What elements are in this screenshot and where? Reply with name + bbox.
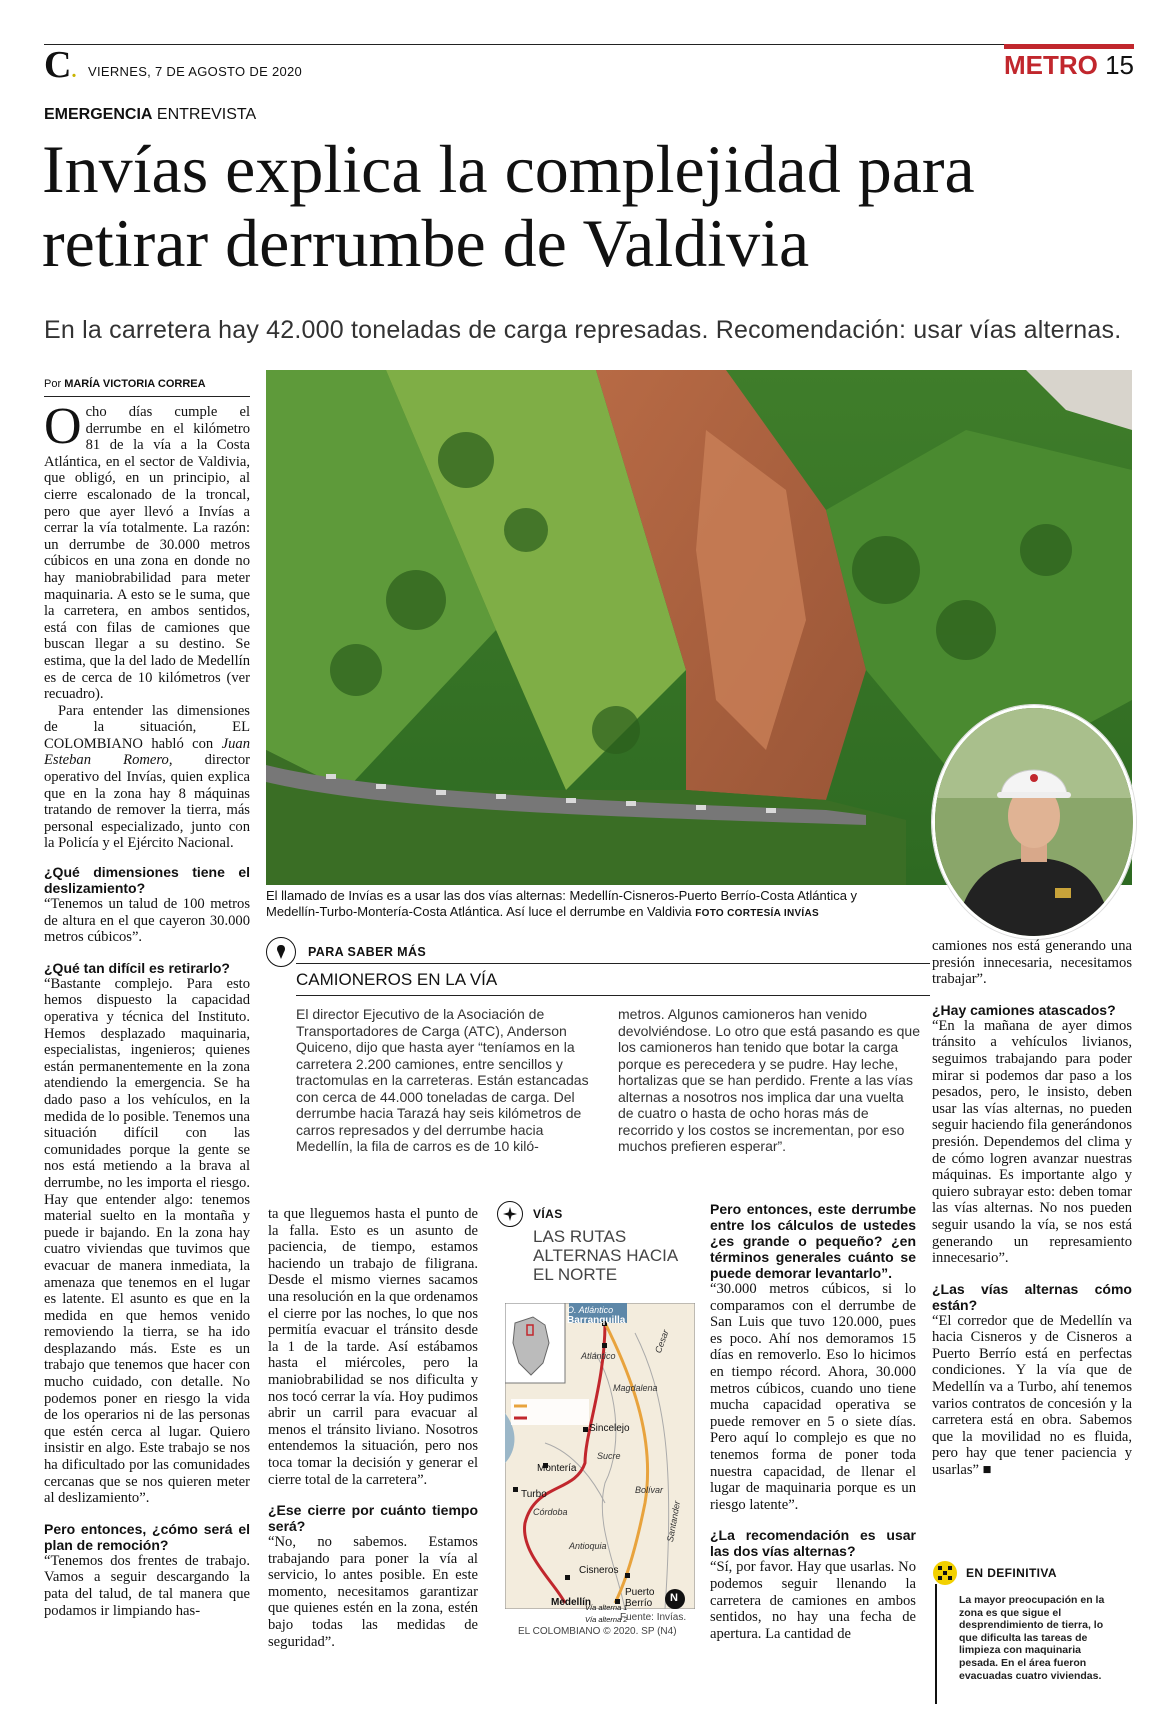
info-box-subtitle: CAMIONEROS EN LA VÍA bbox=[296, 970, 498, 989]
page-number: 15 bbox=[1105, 50, 1134, 80]
interviewee-portrait bbox=[932, 705, 1136, 939]
map-tag: VÍAS bbox=[533, 1207, 563, 1221]
section-label bbox=[1004, 50, 1134, 81]
map-label: Turbo bbox=[521, 1489, 547, 1500]
map-label: Antioquia bbox=[569, 1541, 607, 1551]
answer: “En la mañana de ayer dimos tránsito a vehículos livianos, seguimos trabajando para poder mirar si podemos dar paso a los pesados, pero, le insisto, deben usar las vías alternas, no pueden seguir haciendo fila generándonos presión. Dependemos del clima y de cómo logren avanzar nuestras máquinas. Es importante algo y quiero subrayar esto: deben tomar las vías alternas. No nos pueden seguir usando la vía, se nos está generando un represamiento innecesario”. bbox=[932, 1017, 1132, 1267]
question: Pero entonces, este derrumbe entre los cálculos de ustedes ¿es grande o pequeño? ¿en términos generales cuánto se puede demorar levantarlo”. bbox=[710, 1201, 916, 1281]
map-legend-1: Vía alterna 1 bbox=[585, 1603, 628, 1612]
question: Pero entonces, ¿cómo será el plan de remoción? bbox=[44, 1520, 250, 1553]
issue-date: VIERNES, 7 DE AGOSTO DE 2020 bbox=[88, 64, 303, 79]
map-source: Fuente: Invías. bbox=[620, 1612, 687, 1623]
info-box-icon bbox=[266, 937, 296, 967]
answer: “No, no sabemos. Estamos trabajando para poner la vía al servicio, lo antes posible. En este momento, necesitamos garantizar que quienes estén en la zona, estén bajo todas las medidas de seguridad”. bbox=[268, 1534, 478, 1650]
answer: “Sí, por favor. Hay que usarlas. No podemos seguir llenando la carretera de camiones en ambos sentidos, no hay una fecha de apertura. La cantidad de bbox=[710, 1559, 916, 1642]
question: ¿Qué dimensiones tiene el deslizamiento? bbox=[44, 864, 250, 897]
compass-icon bbox=[497, 1201, 523, 1227]
question: ¿Las vías alternas cómo están? bbox=[932, 1280, 1132, 1313]
kicker: EMERGENCIA ENTREVISTA bbox=[44, 106, 257, 123]
info-box-title: PARA SABER MÁS bbox=[308, 945, 427, 959]
info-box-rule bbox=[296, 963, 930, 964]
headline: Invías explica la complejidad para retirar derrumbe de Valdivia bbox=[42, 131, 975, 281]
article-column-2: ta que lleguemos hasta el punto de la falla. Esto es un asunto de paciencia, de tiempo, estamos haciendo un trabajo de filigrana. Desde el mismo viernes sacamos una resolución en la que ordenamos el cierre por las noches, lo que nos permitía evacuar el tránsito desde la 1 de la tarde. Así estábamos hasta el miércoles, pero la maniobrabilidad se nos dificulta y nos tocó cerrar la vía. Hoy pudimos abrir un carril para evacuar al menos el tránsito liviano. Nosotros entendemos la situación, pero nos toca tomar la decisión y generar el cierre total de la carretera”. ¿Ese cierre por cuánto tiempo será? “No, no sabemos. Estamos trabajando para poner la vía al servicio, lo antes posible. En este momento, necesitamos garantizar que quienes estén en la zona, estén bajo todas las medidas de seguridad”. bbox=[268, 1206, 478, 1650]
info-box-rule-2 bbox=[296, 995, 930, 996]
map-label: Cisneros bbox=[579, 1565, 619, 1576]
byline-rule bbox=[44, 396, 250, 397]
map-label: O. Atlántico bbox=[567, 1305, 614, 1315]
info-box-column-2: metros. Algunos camioneros han venido devolviéndose. Lo otro que está pasando es que los camioneros han tenido que botar la carga porque es perecedera y se pudre. Hay leche, hortalizas que se han perdido. Frente a las vías alternas a nosotros nos implica dar una vuelta de cuatro o hasta de ocho horas más de recorrido y los costos se incrementan, por eso muchos prefieren esperar”. bbox=[618, 1006, 921, 1154]
byline: Por MARÍA VICTORIA CORREA bbox=[44, 378, 206, 390]
definitiva-icon bbox=[932, 1560, 958, 1586]
article-column-4: camiones nos está generando una presión innecesaria, necesitamos trabajar”. ¿Hay camiones atascados? “En la mañana de ayer dimos tránsito a vehículos livianos, seguimos trabajando para poder mirar si podemos dar paso a los pesados, pero, le insisto, deben usar las vías alternas, no pueden seguir haciendo fila generándonos presión. Dependemos del clima y de cómo logren avanzar nuestras máquinas. Es importante algo y quiero subrayar esto: deben tomar las vías alternas. No nos pueden seguir usando la vía, se nos está generando un represamiento innecesario”. ¿Las vías alternas cómo están? “El corredor que de Medellín va hacia Cisneros y de Cisneros a Puerto Berrío está en perfectas condiciones. Y la vía que de Medellín va a Turbo, ahí tenemos varios contratos de concesión y la carretera está en obra. Sabemos que la movilidad no es fluida, pero hay que tener paciencia y usarlas” ■ bbox=[932, 938, 1132, 1479]
pin-icon bbox=[266, 937, 296, 967]
north-icon: N bbox=[670, 1592, 678, 1604]
section-bar bbox=[1004, 44, 1134, 49]
definitiva-text: La mayor preocupación en la zona es que sigue el desprendimiento de tierra, lo que dificulta las tareas de limpieza con maquinaria pesada. En el área fueron evacuadas cuatro viviendas. bbox=[959, 1594, 1105, 1682]
answer: “Bastante complejo. Para esto hemos dispuesto la capacidad operativa y técnica del Instituto. Hemos desplazado maquinaria, especialistas, ingenieros; quienes están permanentemente en la zona atendiendo la emergencia. Se ha dado paso a los vehículos, en la medida de lo posible. Tenemos una situación difícil con las comunidades porque la gente se nos está metiendo a la brava al derrumbe, no les importa el riesgo. Hay que entender algo: tenemos material suelto en la montaña y puede ir bajando. En la zona hay cuatro viviendas que tuvimos que evacuar de manera inmediata, la amenaza que tenemos en el lugar es latente. El asunto es que en la medida en que hemos venido removiendo la tierra, se ha ido desplazando más. Este es un trabajo que tenemos que hacer con mucho cuidado, con detalle. No podemos poner en riesgo la vida de los operarios ni de las personas que estén cerca al lugar. Quiero insistir en algo. Este trabajo se nos ha dificultado por las comunidades cercanas que se nos quieren meter al deslizamiento”. bbox=[44, 975, 250, 1507]
article-column-1: Ocho días cumple el derrumbe en el kilómetro 81 de la vía a la Costa Atlántica, en el sector de Valdivia, que obligó, en un principio, al cierre escalonado de la troncal, pero que ayer llevó a Invías a cerrar la vía totalmente. La razón: un derrumbe de 30.000 metros cúbicos en una zona en donde no hay maniobrabilidad para meter maquinaria. A esto se le suma, que la carretera, en ambos sentidos, está con filas de camiones que buscan llegar a su destino. Se estima, que la del lado de Medellín es de cerca de 10 kilómetros (ver recuadro). Para entender las dimensiones de la situación, EL COLOMBIANO habló con Juan Esteban Romero, director operativo del Invías, quien explica que en la zona hay 8 máquinas tratando de remover la tierra, más personal especializado, junto con la Policía y el Ejército Nacional. ¿Qué dimensiones tiene el deslizamiento? “Tenemos un talud de 100 metros de altura en el que cayeron 30.000 metros cúbicos”. ¿Qué tan difícil es retirarlo? “Bastante complejo. Para esto hemos dispuesto la capacidad operativa y técnica del Instituto. Hemos desplazado maquinaria, especialistas, ingenieros; quienes están permanentemente en la zona atendiendo la emergencia. Se ha dado paso a los vehículos, en la medida de lo posible. Tenemos una situación difícil con las comunidades porque la gente se nos está metiendo a la brava al derrumbe, no les importa el riesgo. Hay que entender algo: tenemos material suelto en la montaña y puede ir bajando. En la zona hay cuatro viviendas que tuvimos que evacuar de manera inmediata, la amenaza que tenemos en el lugar es latente. El asunto es que en la medida en que hemos venido removiendo la tierra, se ha ido desplazando más. Este es un trabajo que tenemos que hacer con mucho cuidado, con detalle. No podemos poner en riesgo la vida de los operarios ni de las personas que estén cerca al lugar. Quiero insistir en algo. Este trabajo se nos ha dificultado por las comunidades cercanas que se nos quieren meter al deslizamiento”. Pero entonces, ¿cómo será el plan de remoción? “Tenemos dos frentes de trabajo. Vamos a seguir descargando la pata del talud, de tal manera que podamos ir limpiando has- bbox=[44, 398, 250, 1619]
newspaper-logo: C. bbox=[44, 44, 77, 86]
photo-credit: FOTO CORTESÍA INVÍAS bbox=[695, 908, 820, 919]
end-mark: ■ bbox=[982, 1462, 992, 1479]
answer: “El corredor que de Medellín va hacia Cisneros y de Cisneros a Puerto Berrío está en perfectas condiciones. Y la vía que de Medellín va a Turbo, ahí tenemos varios contratos de concesión y la carretera está en obra. Sabemos que la movilidad no es fluida, pero hay que tener paciencia y usarlas” ■ bbox=[932, 1312, 1132, 1479]
map-label: Sucre bbox=[597, 1451, 621, 1461]
map-legend-2: Vía alterna 2 bbox=[585, 1615, 628, 1624]
portrait-illustration bbox=[935, 708, 1133, 936]
answer: “30.000 metros cúbicos, si lo comparamos con el derrumbe de San Luis que tuvo 120.000, pues es poco. Ahí nos demoramos 15 días en removerlo. Eso lo hicimos en tiempo récord. Ahora, 30.000 metros cúbicos, cuando uno tiene mucha capacidad operativa se puede remover en 5 o siete días. Pero aquí lo complejo es que no tenemos forma de poner toda nuestra capacidad, de llenar el lugar de maquinaria porque es un riesgo latente”. bbox=[710, 1281, 916, 1513]
map-label: Magdalena bbox=[613, 1383, 658, 1393]
article-column-3 bbox=[710, 1201, 916, 1642]
info-box-column-1: El director Ejecutivo de la Asociación de Transportadores de Carga (ATC), Anderson Quiceno, dijo que hasta ayer “teníamos en la carretera 2.200 camiones, entre sencillos y tractomulas en la carreteras. Están estancadas con cerca de 44.000 toneladas de carga. Del derrumbe hacia Tarazá hay seis kilómetros de carros represados y del derrumbe hacia Medellín, la fila de carros es de 10 kiló- bbox=[296, 1006, 589, 1154]
question: ¿La recomendación es usar las dos vías alternas? bbox=[710, 1527, 916, 1560]
definitiva-title: EN DEFINITIVA bbox=[966, 1566, 1057, 1580]
map-label: Puerto Berrío bbox=[625, 1587, 655, 1609]
map-label: Bolívar bbox=[635, 1485, 664, 1495]
answer: “Tenemos un talud de 100 metros de altura en el que cayeron 30.000 metros cúbicos”. bbox=[44, 896, 250, 946]
question: ¿Ese cierre por cuánto tiempo será? bbox=[268, 1502, 478, 1535]
top-rule bbox=[44, 44, 1134, 45]
map-label: Atlántico bbox=[581, 1351, 616, 1361]
section-name: METRO bbox=[1003, 50, 1098, 80]
map-label: Montería bbox=[537, 1463, 577, 1474]
deck: En la carretera hay 42.000 toneladas de carga represadas. Recomendación: usar vías alternas. bbox=[44, 316, 1122, 344]
map-label: Córdoba bbox=[533, 1507, 568, 1517]
map-label: Cesar bbox=[653, 1328, 671, 1355]
question: ¿Hay camiones atascados? bbox=[932, 1001, 1116, 1018]
routes-map-graphic bbox=[497, 1201, 697, 1631]
photo-caption: El llamado de Invías es a usar las dos vías alternas: Medellín-Cisneros-Puerto Berrío-Costa Atlántica y Medellín-Turbo-Montería-Costa Atlántica. Así luce el derrumbe en Valdivia FOTO CORTESÍA INVÍAS bbox=[266, 888, 858, 919]
question: ¿Qué tan difícil es retirarlo? bbox=[44, 959, 230, 976]
map-label: Medellín bbox=[551, 1597, 592, 1608]
map-label: Santander bbox=[665, 1500, 683, 1543]
map-title: LAS RUTAS ALTERNAS HACIA EL NORTE bbox=[533, 1227, 678, 1284]
answer: “Tenemos dos frentes de trabajo. Vamos a seguir descargando la pata del talud, de tal manera que podamos ir limpiando has- bbox=[44, 1552, 250, 1619]
map-copyright: EL COLOMBIANO © 2020. SP (N4) bbox=[518, 1626, 677, 1637]
drop-cap: O bbox=[44, 398, 82, 455]
map-label: Barranquilla bbox=[567, 1315, 626, 1326]
definitiva-box bbox=[935, 1584, 1132, 1704]
map-label: Sincelejo bbox=[589, 1423, 630, 1434]
